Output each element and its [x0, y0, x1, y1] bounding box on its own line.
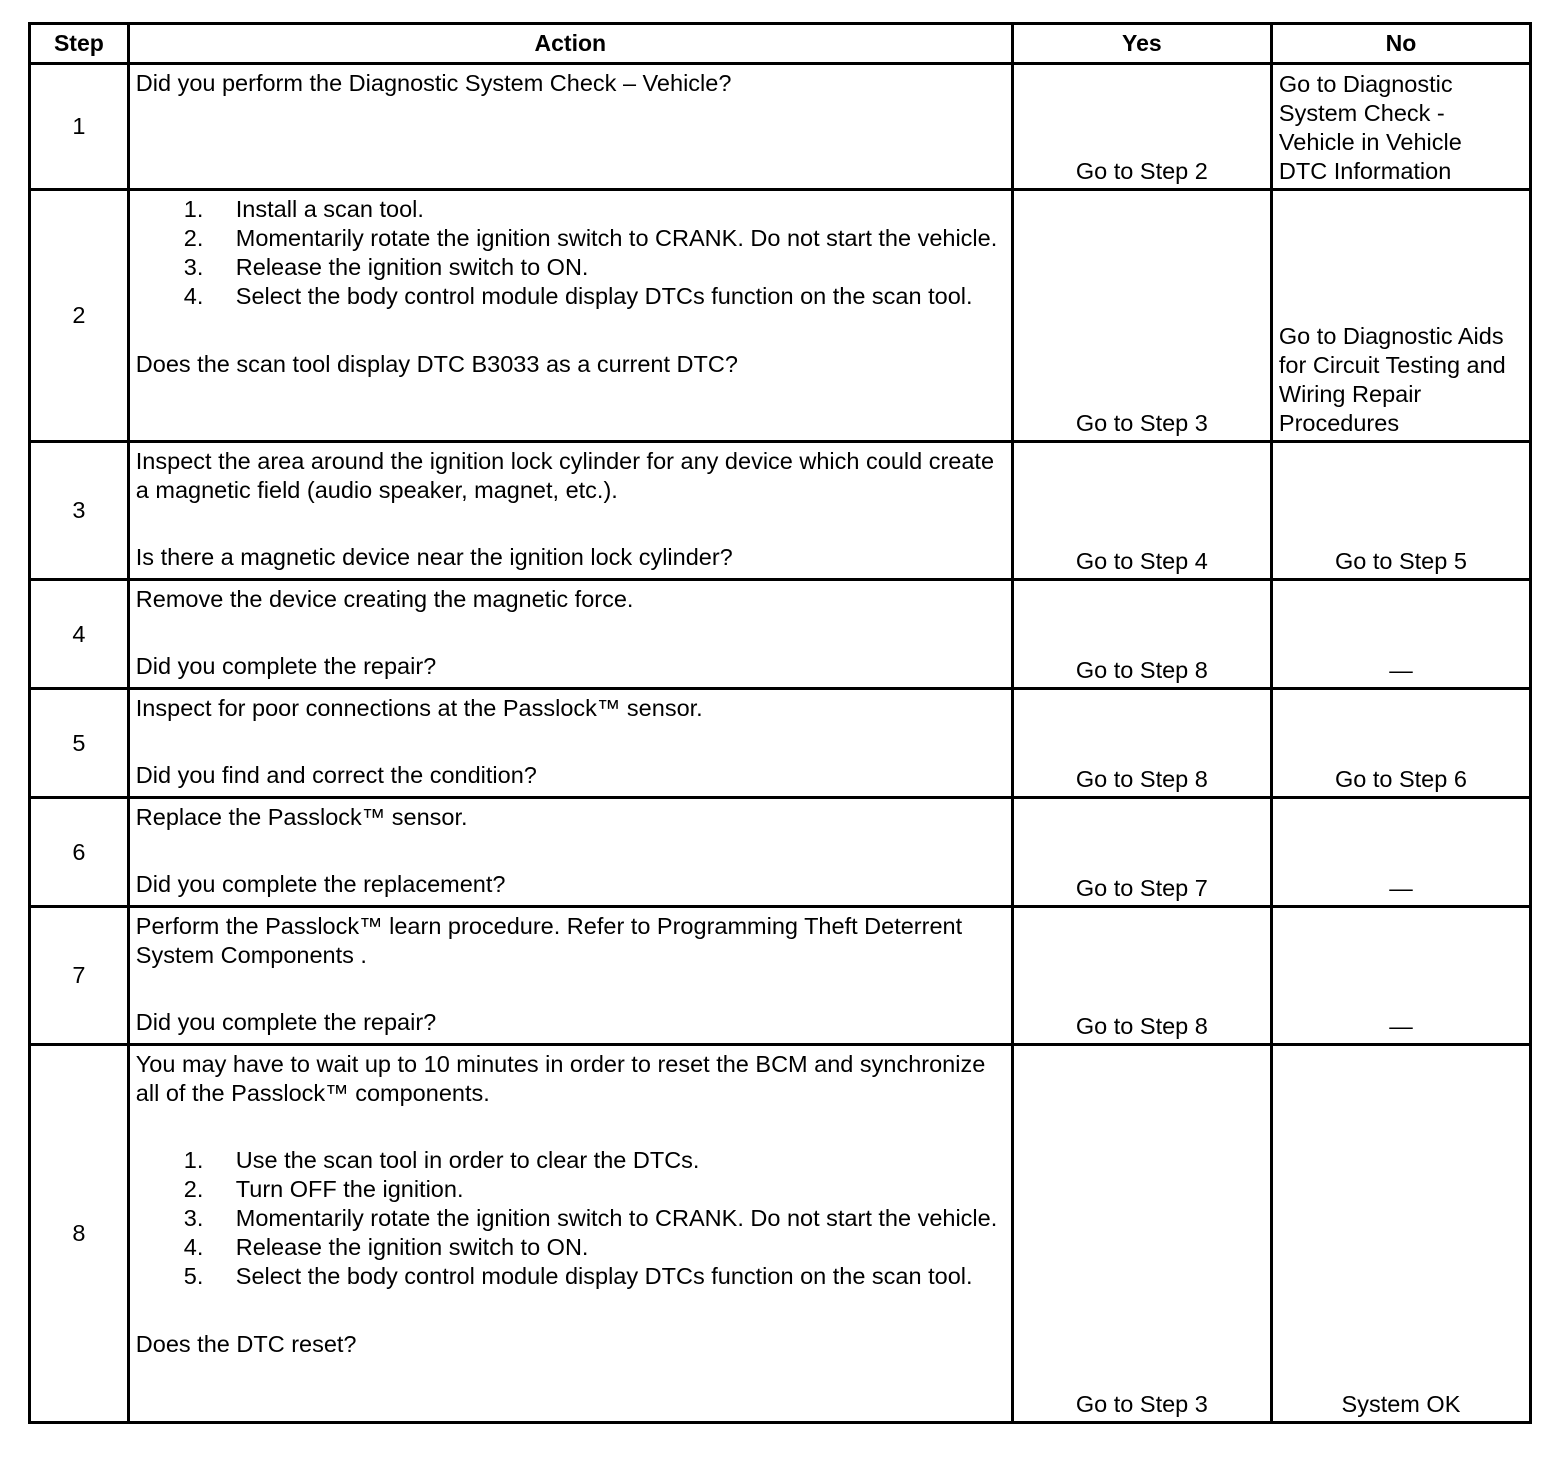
list-text: Select the body control module display DTCs function on the scan tool. — [235, 283, 973, 309]
action-question: Did you complete the replacement? — [135, 871, 506, 897]
table-row — [30, 442, 1531, 580]
header-row — [30, 24, 1531, 64]
header-yes: Yes — [1012, 24, 1271, 64]
list-item — [136, 224, 1005, 253]
action-question: Did you complete the repair? — [135, 653, 437, 679]
list-item — [136, 1175, 1005, 1204]
yes-result — [1012, 1045, 1271, 1423]
action-text: Inspect the area around the ignition lock cylinder for any device which could create a magnetic field (audio speaker, magnet, etc.). — [135, 448, 995, 503]
yes-text: Go to Step 8 — [1075, 766, 1208, 792]
action-question: Does the scan tool display DTC B3033 as a current DTC? — [135, 351, 738, 377]
yes-text: Go to Step 3 — [1075, 410, 1208, 436]
yes-text: Go to Step 7 — [1075, 875, 1208, 901]
list-number: 5. — [183, 1263, 204, 1289]
action-question: Did you find and correct the condition? — [135, 762, 537, 788]
no-dash: — — [1389, 1013, 1413, 1039]
table-row — [30, 798, 1531, 907]
list-item — [136, 1233, 1005, 1262]
table-row — [30, 1045, 1531, 1423]
list-number: 2. — [183, 1176, 204, 1202]
yes-result — [1012, 907, 1271, 1045]
step-number: 3 — [30, 442, 129, 580]
step-number: 6 — [30, 798, 129, 907]
step-number: 4 — [30, 580, 129, 689]
yes-text: Go to Step 8 — [1075, 657, 1208, 683]
action-cell — [128, 689, 1012, 798]
action-question: Did you complete the repair? — [135, 1009, 437, 1035]
action-text: Perform the Passlock™ learn procedure. Refer to Programming Theft Deterrent System Components . — [135, 913, 963, 968]
list-number: 1. — [183, 1147, 204, 1173]
action-cell — [128, 580, 1012, 689]
step-number: 1 — [30, 64, 129, 190]
no-result — [1271, 689, 1530, 798]
header-step: Step — [30, 24, 129, 64]
yes-result — [1012, 190, 1271, 442]
step-number: 5 — [30, 689, 129, 798]
no-line: Procedures — [1278, 410, 1400, 436]
table-row — [30, 689, 1531, 798]
list-number: 4. — [183, 283, 204, 309]
table-row — [30, 907, 1531, 1045]
list-text: Release the ignition switch to ON. — [235, 254, 589, 280]
yes-text: Go to Step 4 — [1075, 548, 1208, 574]
no-result — [1271, 190, 1530, 442]
action-question: Is there a magnetic device near the ignition lock cylinder? — [135, 544, 733, 570]
no-text — [1279, 318, 1529, 440]
no-result — [1271, 1045, 1530, 1423]
no-result — [1271, 64, 1530, 190]
list-number: 4. — [183, 1234, 204, 1260]
no-line: Go to Diagnostic Aids — [1278, 323, 1504, 349]
yes-result — [1012, 689, 1271, 798]
list-text: Use the scan tool in order to clear the DTCs. — [235, 1147, 700, 1173]
table-row — [30, 190, 1531, 442]
no-result — [1271, 907, 1530, 1045]
list-number: 2. — [183, 225, 204, 251]
no-line: DTC Information — [1278, 158, 1452, 184]
action-text: Inspect for poor connections at the Passlock™ sensor. — [135, 695, 703, 721]
instruction-list — [136, 1146, 1005, 1291]
no-line: for Circuit Testing and — [1278, 352, 1506, 378]
instruction-list — [136, 195, 1005, 311]
yes-result — [1012, 442, 1271, 580]
action-text: You may have to wait up to 10 minutes in order to reset the BCM and synchronize all of the Passlock™ components. — [135, 1051, 986, 1106]
no-line: Wiring Repair — [1278, 381, 1422, 407]
action-cell — [128, 442, 1012, 580]
no-line: Vehicle in Vehicle — [1278, 129, 1462, 155]
action-text: Remove the device creating the magnetic force. — [135, 586, 634, 612]
list-item — [136, 282, 1005, 311]
no-result — [1271, 798, 1530, 907]
list-text: Momentarily rotate the ignition switch to CRANK. Do not start the vehicle. — [235, 1205, 998, 1231]
table-row — [30, 580, 1531, 689]
yes-result — [1012, 798, 1271, 907]
list-text: Momentarily rotate the ignition switch to CRANK. Do not start the vehicle. — [235, 225, 998, 251]
action-cell — [128, 907, 1012, 1045]
list-number: 1. — [183, 196, 204, 222]
no-result — [1271, 442, 1530, 580]
action-cell — [128, 190, 1012, 442]
step-number: 2 — [30, 190, 129, 442]
no-text — [1279, 66, 1529, 188]
step-number: 7 — [30, 907, 129, 1045]
list-text: Release the ignition switch to ON. — [235, 1234, 589, 1260]
action-text: Replace the Passlock™ sensor. — [135, 804, 468, 830]
header-action: Action — [128, 24, 1012, 64]
list-item — [136, 1204, 1005, 1233]
no-text: Go to Step 6 — [1334, 766, 1467, 792]
step-number: 8 — [30, 1045, 129, 1423]
yes-text: Go to Step 2 — [1075, 158, 1208, 184]
action-list-wrap — [136, 191, 1005, 311]
list-text: Select the body control module display DTCs function on the scan tool. — [235, 1263, 973, 1289]
action-text: Did you perform the Diagnostic System Check – Vehicle? — [135, 70, 732, 96]
list-item — [136, 195, 1005, 224]
diagnostic-table — [28, 22, 1532, 1424]
list-text: Turn OFF the ignition. — [235, 1176, 464, 1202]
yes-text: Go to Step 3 — [1075, 1391, 1208, 1417]
list-number: 3. — [183, 254, 204, 280]
no-text: Go to Step 5 — [1334, 548, 1467, 574]
no-line: System Check - — [1278, 100, 1445, 126]
list-item — [136, 253, 1005, 282]
list-item — [136, 1262, 1005, 1291]
no-dash: — — [1389, 875, 1413, 901]
no-line: Go to Diagnostic — [1278, 71, 1453, 97]
yes-result — [1012, 580, 1271, 689]
action-cell — [128, 64, 1012, 190]
header-no: No — [1271, 24, 1530, 64]
yes-result — [1012, 64, 1271, 190]
list-number: 3. — [183, 1205, 204, 1231]
no-dash: — — [1389, 657, 1413, 683]
list-text: Install a scan tool. — [235, 196, 424, 222]
table-row — [30, 64, 1531, 190]
no-result — [1271, 580, 1530, 689]
no-text: System OK — [1341, 1391, 1461, 1417]
yes-text: Go to Step 8 — [1075, 1013, 1208, 1039]
action-cell — [128, 798, 1012, 907]
action-question: Does the DTC reset? — [135, 1331, 357, 1357]
action-cell — [128, 1045, 1012, 1423]
list-item — [136, 1146, 1005, 1175]
